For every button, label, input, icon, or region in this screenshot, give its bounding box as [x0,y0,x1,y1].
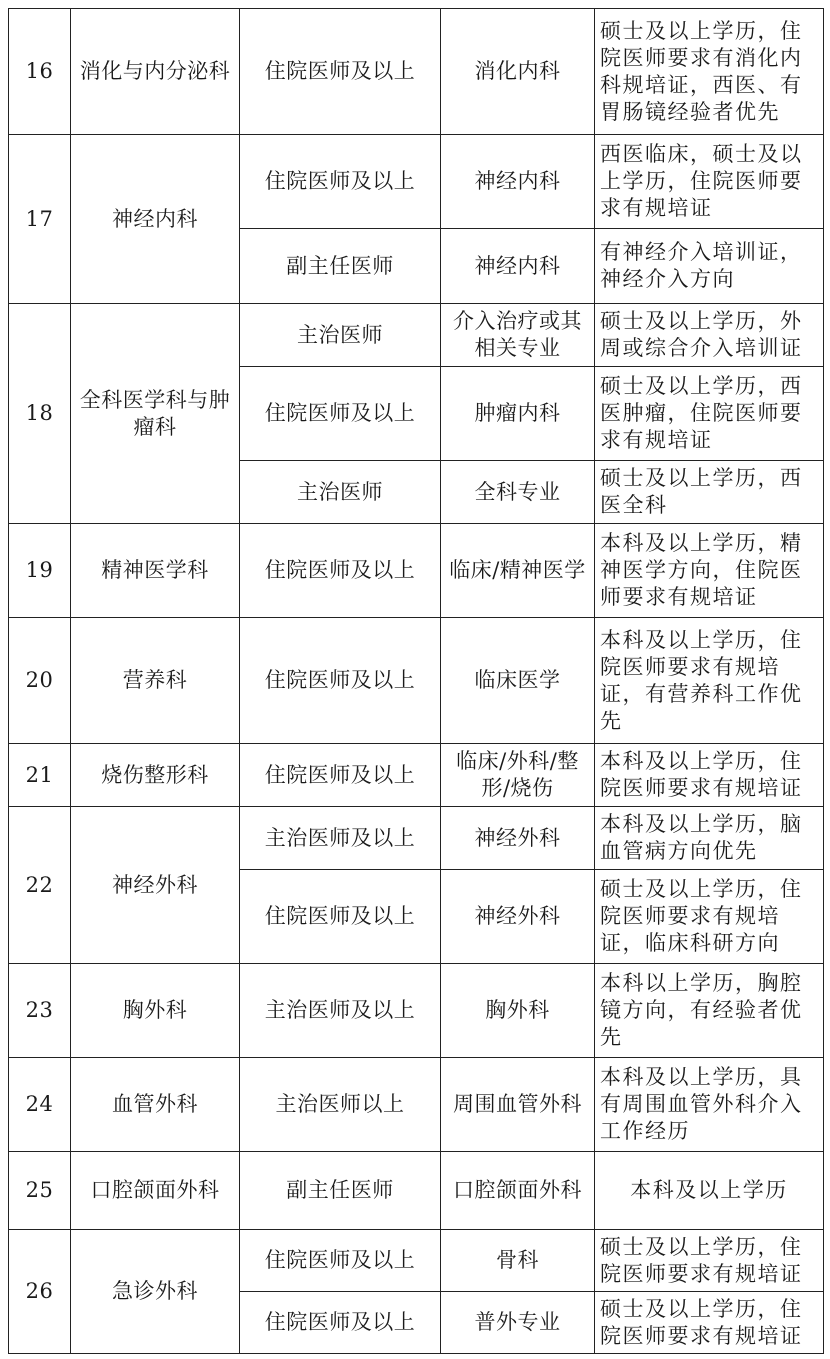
row-number: 25 [9,1152,71,1230]
table-row [9,807,824,870]
major-cell: 介入治疗或其相关专业 [441,304,595,367]
recruitment-table [8,8,824,1354]
table-row [9,1152,824,1230]
position-cell: 住院医师及以上 [240,744,441,807]
requirement-cell: 硕士及以上学历，住院医师要求有规培证 [595,1292,824,1354]
requirement-cell: 硕士及以上学历，住院医师要求有消化内科规培证，西医、有胃肠镜经验者优先 [595,9,824,135]
requirement-cell: 硕士及以上学历，西医全科 [595,461,824,524]
position-cell: 住院医师及以上 [240,524,441,618]
department-cell: 营养科 [71,618,240,744]
position-cell: 住院医师及以上 [240,1230,441,1292]
department-cell: 血管外科 [71,1058,240,1152]
table-row [9,524,824,618]
table-row [9,618,824,744]
department-cell: 神经内科 [71,135,240,304]
major-cell: 临床医学 [441,618,595,744]
position-cell: 住院医师及以上 [240,367,441,461]
row-number: 19 [9,524,71,618]
major-cell: 神经内科 [441,229,595,304]
table-row [9,744,824,807]
major-cell: 神经内科 [441,135,595,229]
requirement-cell: 本科及以上学历 [595,1152,824,1230]
major-cell: 周围血管外科 [441,1058,595,1152]
position-cell: 主治医师 [240,304,441,367]
major-cell: 胸外科 [441,964,595,1058]
row-number: 24 [9,1058,71,1152]
requirement-cell: 硕士及以上学历，西医肿瘤，住院医师要求有规培证 [595,367,824,461]
position-cell: 主治医师以上 [240,1058,441,1152]
position-cell: 住院医师及以上 [240,9,441,135]
row-number: 18 [9,304,71,524]
requirement-cell: 硕士及以上学历，住院医师要求有规培证，临床科研方向 [595,870,824,964]
requirement-cell: 硕士及以上学历，外周或综合介入培训证 [595,304,824,367]
major-cell: 口腔颌面外科 [441,1152,595,1230]
requirement-cell: 本科及以上学历，住院医师要求有规培证 [595,744,824,807]
row-number: 26 [9,1230,71,1354]
table-row [9,304,824,367]
department-cell: 急诊外科 [71,1230,240,1354]
major-cell: 临床/精神医学 [441,524,595,618]
table-row [9,1230,824,1292]
requirement-cell: 本科及以上学历，具有周围血管外科介入工作经历 [595,1058,824,1152]
department-cell: 烧伤整形科 [71,744,240,807]
department-cell: 消化与内分泌科 [71,9,240,135]
department-cell: 口腔颌面外科 [71,1152,240,1230]
major-cell: 全科专业 [441,461,595,524]
requirement-cell: 本科及以上学历，精神医学方向，住院医师要求有规培证 [595,524,824,618]
major-cell: 神经外科 [441,870,595,964]
table-row [9,135,824,229]
row-number: 16 [9,9,71,135]
row-number: 17 [9,135,71,304]
row-number: 22 [9,807,71,964]
position-cell: 主治医师及以上 [240,807,441,870]
position-cell: 住院医师及以上 [240,135,441,229]
requirement-cell: 有神经介入培训证，神经介入方向 [595,229,824,304]
requirement-cell: 本科及以上学历，脑血管病方向优先 [595,807,824,870]
table-row [9,9,824,135]
department-cell: 精神医学科 [71,524,240,618]
department-cell: 胸外科 [71,964,240,1058]
position-cell: 住院医师及以上 [240,1292,441,1354]
requirement-cell: 硕士及以上学历，住院医师要求有规培证 [595,1230,824,1292]
row-number: 21 [9,744,71,807]
requirement-cell: 本科以上学历，胸腔镜方向，有经验者优先 [595,964,824,1058]
position-cell: 主治医师 [240,461,441,524]
position-cell: 主治医师及以上 [240,964,441,1058]
major-cell: 肿瘤内科 [441,367,595,461]
row-number: 20 [9,618,71,744]
table-row [9,1058,824,1152]
table-row [9,964,824,1058]
position-cell: 副主任医师 [240,1152,441,1230]
major-cell: 临床/外科/整形/烧伤 [441,744,595,807]
requirement-cell: 本科及以上学历，住院医师要求有规培证，有营养科工作优先 [595,618,824,744]
department-cell: 神经外科 [71,807,240,964]
major-cell: 骨科 [441,1230,595,1292]
major-cell: 神经外科 [441,807,595,870]
position-cell: 副主任医师 [240,229,441,304]
major-cell: 普外专业 [441,1292,595,1354]
department-cell: 全科医学科与肿瘤科 [71,304,240,524]
major-cell: 消化内科 [441,9,595,135]
position-cell: 住院医师及以上 [240,618,441,744]
requirement-cell: 西医临床，硕士及以上学历，住院医师要求有规培证 [595,135,824,229]
position-cell: 住院医师及以上 [240,870,441,964]
row-number: 23 [9,964,71,1058]
